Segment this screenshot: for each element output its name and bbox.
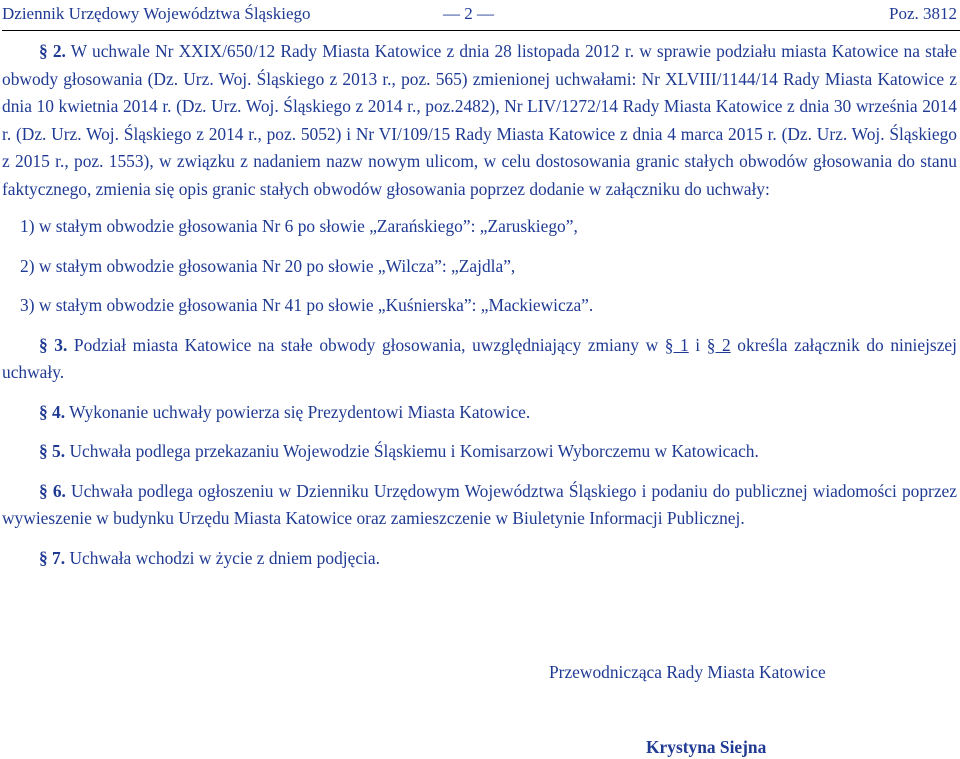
header-divider xyxy=(2,30,960,31)
position-number: Poz. 3812 xyxy=(889,4,957,23)
section-7-text: Uchwała wchodzi w życie z dniem podjęcia. xyxy=(69,547,380,568)
journal-title: Dziennik Urzędowy Województwa Śląskiego xyxy=(2,4,311,23)
section-3-text-a: Podział miasta Katowice na stałe obwody głosowania, uwzględniający zmiany w xyxy=(73,334,665,355)
section-6-text: Uchwała podlega ogłoszeniu w Dzienniku Urzędowym Województwa Śląskiego i podaniu do publicznej wiadomości poprzez wywieszenie w budynku Urzędu Miasta Katowice oraz zamieszczenie w Biuletynie Informacji Publicznej. xyxy=(2,480,957,528)
section-4-text: Wykonanie uchwały powierza się Prezydentowi Miasta Katowice. xyxy=(69,401,531,422)
page-number: — 2 — xyxy=(443,4,494,23)
section-3-text-c: określa załącznik do niniejszej uchwały. xyxy=(2,334,957,382)
section-2-number: § 2. xyxy=(39,41,66,61)
list-item-2: 2) w stałym obwodzie głosowania Nr 20 po słowie „Wilcza”: „Zajdla”, xyxy=(20,255,516,276)
section-1-reference-link[interactable]: § 1 xyxy=(664,334,689,355)
list-item-3: 3) w stałym obwodzie głosowania Nr 41 po słowie „Kuśnierska”: „Mackiewicza”. xyxy=(20,295,594,315)
section-4 xyxy=(2,399,957,427)
section-6 xyxy=(2,478,957,533)
section-6-number: § 6. xyxy=(39,480,66,501)
document-body xyxy=(2,38,957,584)
signature-name: Krystyna Siejna xyxy=(646,737,767,757)
section-3-text-b: i xyxy=(688,334,707,355)
section-3 xyxy=(2,332,957,387)
signature-title: Przewodnicząca Rady Miasta Katowice xyxy=(549,662,826,682)
section-7-number: § 7. xyxy=(39,547,66,568)
section-4-number: § 4. xyxy=(39,401,66,422)
section-5 xyxy=(2,438,957,466)
section-2 xyxy=(2,38,957,203)
section-2-reference-link[interactable]: § 2 xyxy=(706,334,731,355)
section-2-text: W uchwale Nr XXIX/650/12 Rady Miasta Katowice z dnia 28 listopada 2012 r. w sprawie podziału miasta Katowice na stałe obwody głosowania (Dz. Urz. Woj. Śląskiego z 2013 r., poz. 565) zmienionej uchwałami: Nr XLVIII/1144/14 Rady Miasta Katowice z dnia 10 kwietnia 2014 r. (Dz. Urz. Woj. Śląskiego z 2014 r., poz.2482), Nr LIV/1272/14 Rady Miasta Katowice z dnia 30 września 2014 r. (Dz. Urz. Woj. Śląskiego z 2014 r., poz. 5052) i Nr VI/109/15 Rady Miasta Katowice z dnia 4 marca 2015 r. (Dz. Urz. Woj. Śląskiego z 2015 r., poz. 1553), w związku z nadaniem nazw nowym ulicom, w celu dostosowania granic stałych obwodów głosowania do stanu faktycznego, zmienia się opis granic stałych obwodów głosowania poprzez dodanie w załączniku do uchwały: xyxy=(2,41,957,199)
section-7 xyxy=(2,545,957,573)
section-5-number: § 5. xyxy=(39,441,66,461)
page-header xyxy=(2,3,957,25)
section-3-number: § 3. xyxy=(39,334,68,355)
list-item-1: 1) w stałym obwodzie głosowania Nr 6 po słowie „Zarańskiego”: „Zaruskiego”, xyxy=(20,216,578,236)
section-5-text: Uchwała podlega przekazaniu Wojewodzie Śląskiemu i Komisarzowi Wyborczemu w Katowicach. xyxy=(69,441,759,461)
